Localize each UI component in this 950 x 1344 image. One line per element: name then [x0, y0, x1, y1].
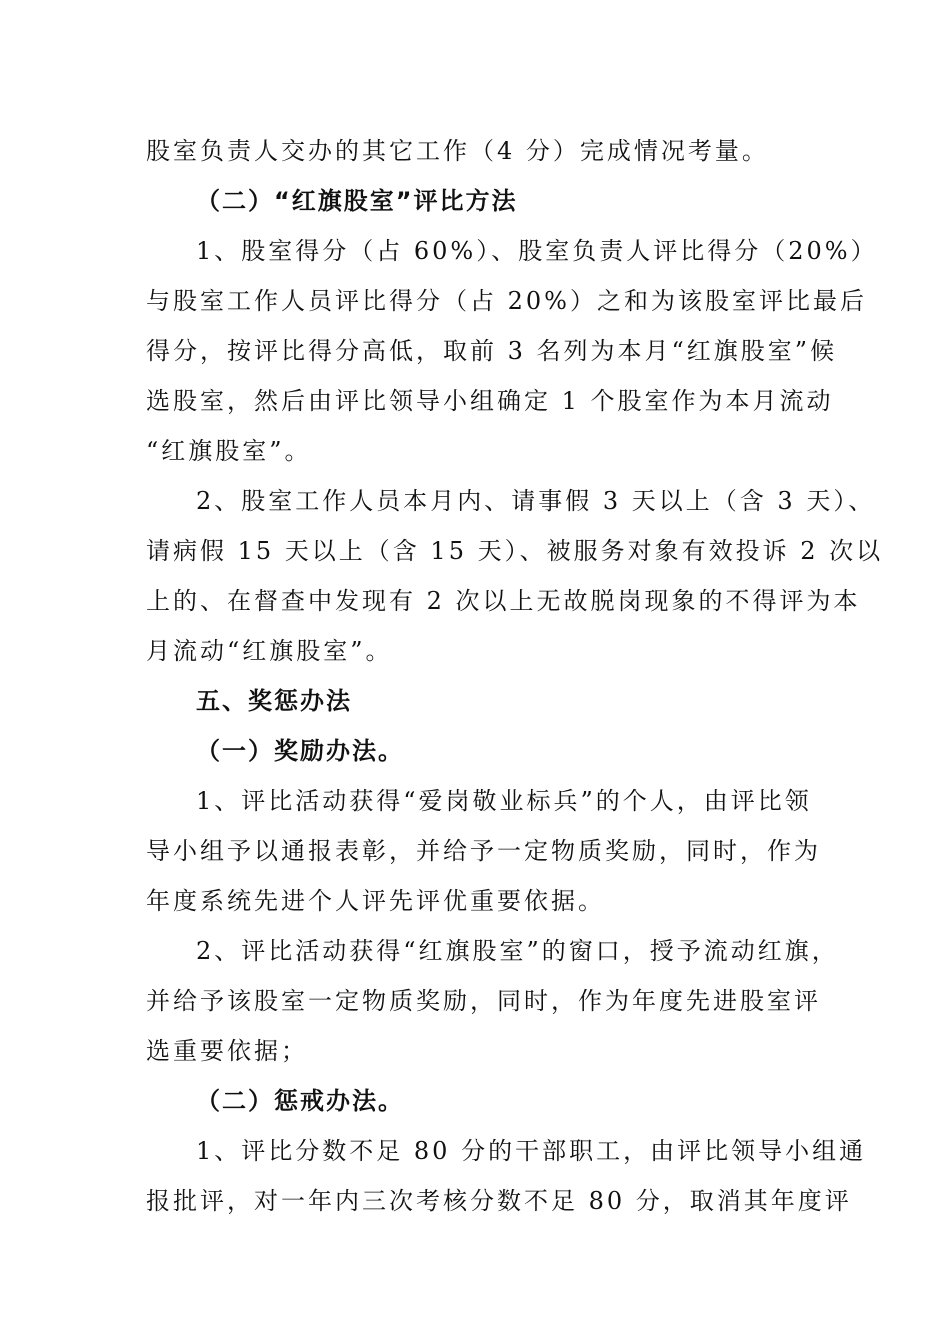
- text-line: 导小组予以通报表彰，并给予一定物质奖励，同时，作为: [146, 837, 821, 865]
- text-line: 上的、在督查中发现有 2 次以上无故脱岗现象的不得评为本: [146, 587, 861, 615]
- text-line: 得分，按评比得分高低，取前 3 名列为本月“红旗股室”候: [146, 337, 838, 365]
- text-line: 并给予该股室一定物质奖励，同时，作为年度先进股室评: [146, 987, 821, 1015]
- text-line: 1、评比活动获得“爱岗敬业标兵”的个人，由评比领: [196, 787, 812, 815]
- text-line: 2、评比活动获得“红旗股室”的窗口，授予流动红旗，: [196, 937, 839, 965]
- text-line: 1、股室得分（占 60%）、股室负责人评比得分（20%）: [196, 237, 878, 265]
- section-heading: （二）惩戒办法。: [196, 1087, 404, 1115]
- text-line: 选股室，然后由评比领导小组确定 1 个股室作为本月流动: [146, 387, 834, 415]
- text-line: 年度系统先进个人评先评优重要依据。: [146, 887, 605, 915]
- text-line: 选重要依据；: [146, 1037, 308, 1065]
- text-line: 股室负责人交办的其它工作（4 分）完成情况考量。: [146, 137, 769, 165]
- text-line: 2、股室工作人员本月内、请事假 3 天以上（含 3 天）、: [196, 487, 876, 515]
- text-line: 报批评，对一年内三次考核分数不足 80 分，取消其年度评: [146, 1187, 852, 1215]
- text-line: 与股室工作人员评比得分（占 20%）之和为该股室评比最后: [146, 287, 867, 315]
- text-line: “红旗股室”。: [146, 437, 312, 465]
- text-line: 月流动“红旗股室”。: [146, 637, 393, 665]
- chapter-heading: 五、奖惩办法: [196, 687, 352, 715]
- section-heading: （一）奖励办法。: [196, 737, 404, 765]
- text-line: 1、评比分数不足 80 分的干部职工，由评比领导小组通: [196, 1137, 867, 1165]
- section-heading: （二）“红旗股室”评比方法: [196, 187, 518, 215]
- text-line: 请病假 15 天以上（含 15 天）、被服务对象有效投诉 2 次以: [146, 537, 884, 565]
